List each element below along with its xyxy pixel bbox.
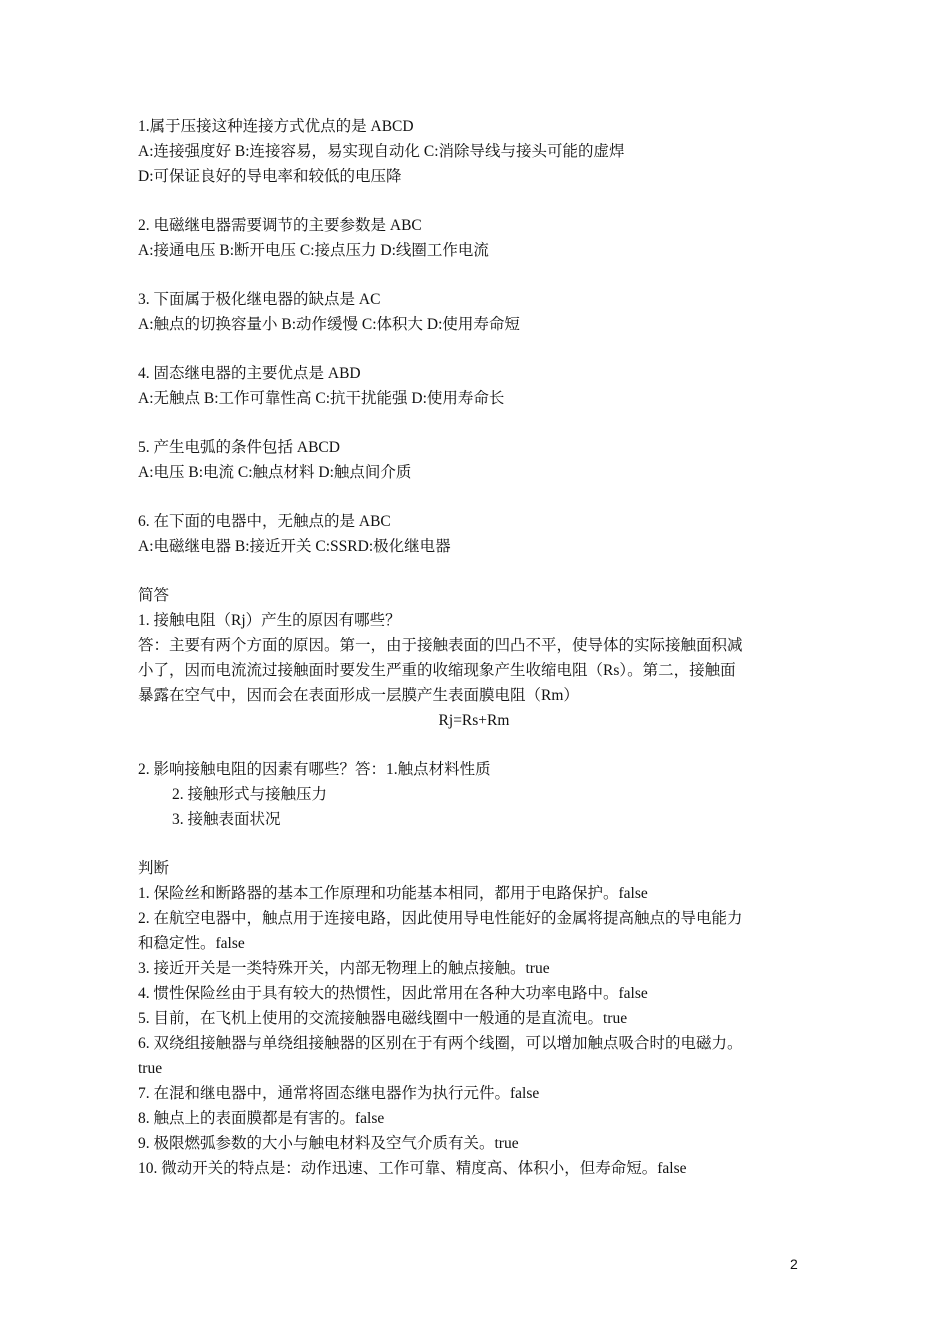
answer-options: A:接通电压 B:断开电压 C:接点压力 D:线圈工作电流: [138, 242, 489, 259]
mc-question-5: [138, 435, 810, 485]
answer-options: D:可保证良好的导电率和较低的电压降: [138, 168, 402, 185]
section-heading: 简答: [138, 587, 170, 604]
judgement-line: 1. 保险丝和断路器的基本工作原理和功能基本相同，都用于电路保护。false: [138, 885, 648, 902]
question-text: 2. 影响接触电阻的因素有哪些？答：1.触点材料性质: [138, 761, 491, 778]
judgement-line: 5. 目前，在飞机上使用的交流接触器电磁线圈中一般通的是直流电。true: [138, 1010, 628, 1027]
short-answer-section: [138, 583, 810, 832]
answer-text: 小了，因而电流流过接触面时要发生严重的收缩现象产生收缩电阻（Rs）。第二，接触面: [138, 662, 736, 679]
judgement-line: 8. 触点上的表面膜都是有害的。false: [138, 1110, 385, 1127]
page-number: 2: [790, 1256, 798, 1272]
question-text: 2. 电磁继电器需要调节的主要参数是 ABC: [138, 217, 422, 234]
judgement-line: 3. 接近开关是一类特殊开关，内部无物理上的触点接触。true: [138, 960, 550, 977]
judgement-line: 2. 在航空电器中，触点用于连接电路，因此使用导电性能好的金属将提高触点的导电能力: [138, 910, 743, 927]
answer-text: 答：主要有两个方面的原因。第一，由于接触表面的凹凸不平，使导体的实际接触面积减: [138, 637, 743, 654]
answer-text: 暴露在空气中，因而会在表面形成一层膜产生表面膜电阻（Rm）: [138, 687, 579, 704]
answer-options: A:触点的切换容量小 B:动作缓慢 C:体积大 D:使用寿命短: [138, 316, 520, 333]
judgement-line: 和稳定性。false: [138, 935, 245, 952]
judgement-section: [138, 856, 810, 1181]
judgement-line: 9. 极限燃弧参数的大小与触电材料及空气介质有关。true: [138, 1135, 519, 1152]
mc-question-4: [138, 361, 810, 411]
mc-question-2: [138, 213, 810, 263]
question-text: 6. 在下面的电器中，无触点的是 ABC: [138, 513, 391, 530]
mc-question-1: [138, 114, 810, 189]
question-text: 4. 固态继电器的主要优点是 ABD: [138, 365, 361, 382]
page-content: [138, 114, 810, 1181]
judgement-line: true: [138, 1060, 163, 1077]
question-text: 3. 下面属于极化继电器的缺点是 AC: [138, 291, 381, 308]
question-text: 1. 接触电阻（Rj）产生的原因有哪些？: [138, 612, 401, 629]
question-text: 1.属于压接这种连接方式优点的是 ABCD: [138, 118, 414, 135]
section-heading: 判断: [138, 860, 170, 877]
answer-options: A:连接强度好 B:连接容易，易实现自动化 C:消除导线与接头可能的虚焊: [138, 143, 625, 160]
answer-item: 2. 接触形式与接触压力: [172, 786, 328, 803]
formula: Rj=Rs+Rm: [438, 712, 510, 729]
answer-options: A:电压 B:电流 C:触点材料 D:触点间介质: [138, 464, 412, 481]
answer-options: A:无触点 B:工作可靠性高 C:抗干扰能强 D:使用寿命长: [138, 390, 505, 407]
judgement-line: 4. 惯性保险丝由于具有较大的热惯性，因此常用在各种大功率电路中。false: [138, 985, 648, 1002]
judgement-line: 7. 在混和继电器中，通常将固态继电器作为执行元件。false: [138, 1085, 540, 1102]
judgement-line: 6. 双绕组接触器与单绕组接触器的区别在于有两个线圈，可以增加触点吸合时的电磁力。: [138, 1035, 743, 1052]
answer-options: A:电磁继电器 B:接近开关 C:SSRD:极化继电器: [138, 538, 451, 555]
answer-item: 3. 接触表面状况: [172, 811, 281, 828]
mc-question-3: [138, 287, 810, 337]
judgement-line: 10. 微动开关的特点是：动作迅速、工作可靠、精度高、体积小，但寿命短。false: [138, 1160, 687, 1177]
mc-question-6: [138, 509, 810, 559]
question-text: 5. 产生电弧的条件包括 ABCD: [138, 439, 340, 456]
